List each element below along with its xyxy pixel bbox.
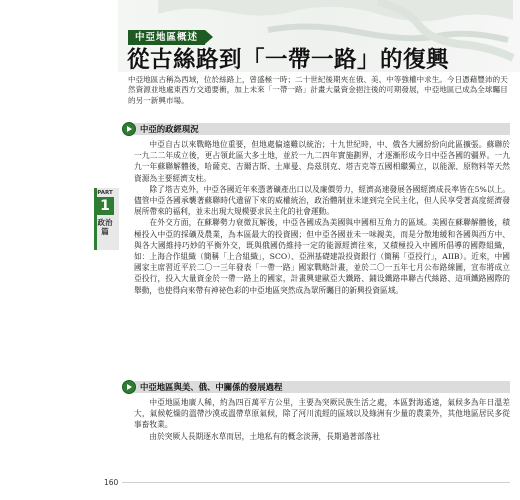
section-body-relations — [134, 397, 510, 442]
section-heading-label: 中亞地區與美、俄、中關係的發展過程 — [140, 382, 283, 392]
bottom-rule — [122, 482, 510, 483]
part-name: 政治篇 — [97, 218, 113, 236]
section-heading-label: 中亞的政經現況 — [140, 124, 199, 134]
part-number: 1 — [96, 197, 114, 215]
section-tag: 中亞地區概述 — [128, 30, 205, 45]
page-title: 從古絲路到「一帶一路」的復興 — [127, 47, 450, 73]
part-label: PART — [97, 190, 113, 196]
play-bullet-icon — [122, 380, 136, 394]
paragraph: 除了塔吉克外，中亞各國近年來憑著礦產出口以及廉價勞力，經濟高速發展各國經濟成長率皆在5%以上。儘管中亞各國承襲著蘇聯時代遺留下來的威權統治，政治體制並未達到完全民主化，但人民享受著高度經濟發展所帶來的福利，並未出現大規模要求民主化的社會運動。 — [134, 184, 510, 217]
section-body-politics — [134, 139, 510, 296]
paragraph: 中亞自古以來戰略地位重要，但地處偏遠難以統治；十九世紀時，中、俄各大國紛紛向此區擴張。蘇聯於一九二二年成立後，更占領此區大多土地，並於一九二四年實施劃界，才逐漸形成今日中亞各國的疆界。一九九一年蘇聯解體後，哈薩克、吉爾吉斯、土庫曼、烏茲別克、塔吉克等五國相繼獨立，以能源、原物料等天然資源為主要經濟支柱。 — [134, 140, 510, 183]
paragraph: 在外交方面，在蘇聯勢力衰微瓦解後，中亞各國成為美國與中國相互角力的區域。美國在蘇聯解體後，積極投入中亞的採礦及農業，為本區最大的投資國；但中亞各國並未一味親美，而是分散地緩和各國與西方中、與各大國維持巧妙的平衡外交，既與俄國仍維持一定的能源經濟往來，又積極投入中國所倡導的國際組織，如：上海合作組織（簡稱「上合組織」，SCO）、亞洲基礎建設投資銀行（簡稱「亞投行」，AIIB）。近來，中國國家主席習近平於二〇一三年發表「一帶一路」國家戰略計畫，並於二〇一五年七月公布路線圖，宣布將成立亞投行，投入大量資金於一帶一路上的國家，計畫興建歐亞大鐵路、鋪设鐵路串聯古代絲路、這項鐵路國際的舉動，也使得向來帶有神祕色彩的中亞地區突然成為眾所矚目的新興投資區域。 — [134, 218, 510, 295]
paragraph: 中亞地區地廣人稀，約為四百萬平方公里，主要為突厥民族生活之處，本區對海遙遠，氣候多為年日溫差大，氣候乾燥的溫帶沙漠或溫帶草原氣候，除了河川流經的區域以及綠洲有少量的農業外，其他地區居民多從事畜牧業。 — [134, 398, 510, 430]
paragraph: 由於突厥人長期逐水草而居，土地私有的概念淡薄，長期過著部落社 — [149, 431, 381, 441]
section-heading-relations — [122, 380, 510, 394]
section-heading-politics — [122, 122, 510, 136]
play-bullet-icon — [122, 122, 136, 136]
page-number: 160 — [104, 478, 119, 487]
intro-paragraph: 中亞地區古稱為西域，位於絲路上，曾盛極一時；二十世紀後期夾在俄、美、中等強權中求生。今日憑藉豐沛的天然資源並地處東西方交通要衝，加上未來「一帶一路」計畫大量資金挹注後的可期發展，中亞地區已成為全球矚目的另一新興市場。 — [128, 75, 508, 105]
